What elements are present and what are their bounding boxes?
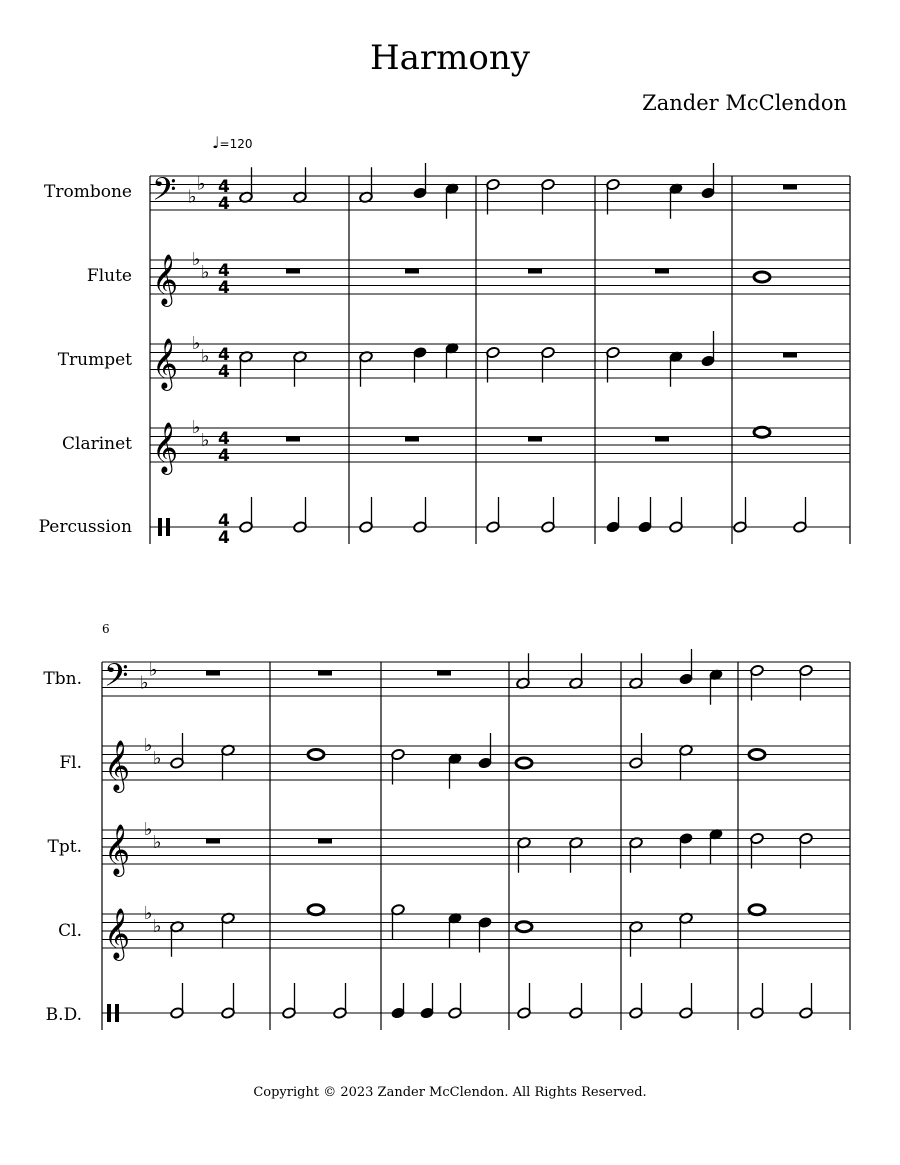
instrument-name-clarinet: Clarinet <box>62 434 132 454</box>
time-signature-bottom: 4 <box>218 446 230 466</box>
flat-icon: ♭ <box>201 345 210 367</box>
flat-icon: ♭ <box>149 659 158 681</box>
whole-note <box>516 758 532 768</box>
percussion-clef-icon <box>115 1004 119 1022</box>
treble-clef-icon: 𝄞 <box>152 254 179 305</box>
whole-rest <box>528 437 542 442</box>
instrument-abbr-trumpet: Tpt. <box>47 837 82 857</box>
quarter-note-icon: ♩ <box>212 133 220 152</box>
copyright-notice: Copyright © 2023 Zander McClendon. All Rights Reserved. <box>253 1085 647 1100</box>
flat-icon: ♭ <box>197 173 206 195</box>
flat-icon: ♭ <box>201 261 210 283</box>
instrument-abbr-bass-drum: B.D. <box>45 1005 82 1025</box>
time-signature-bottom: 4 <box>218 362 230 382</box>
time-signature-bottom: 4 <box>218 528 230 548</box>
flat-icon: ♭ <box>192 249 201 270</box>
flat-icon: ♭ <box>188 186 197 208</box>
whole-rest <box>206 671 220 676</box>
composer-name: Zander McClendon <box>642 91 847 115</box>
instrument-abbr-trombone: Tbn. <box>43 669 82 689</box>
treble-clef-icon: 𝄞 <box>104 908 131 959</box>
percussion-clef-icon <box>158 518 162 536</box>
time-signature-top: 4 <box>218 345 230 365</box>
flat-icon: ♭ <box>144 903 153 924</box>
whole-note <box>516 922 532 932</box>
measure-number: 6 <box>102 622 110 636</box>
flat-icon: ♭ <box>201 429 210 451</box>
instrument-name-trumpet: Trumpet <box>57 350 132 370</box>
treble-clef-icon: 𝄞 <box>104 824 131 875</box>
system-2 <box>102 649 850 1030</box>
whole-note <box>754 427 770 437</box>
instrument-abbr-clarinet: Cl. <box>58 921 82 941</box>
time-signature-bottom: 4 <box>218 194 230 214</box>
percussion-clef-icon <box>166 518 170 536</box>
whole-rest <box>286 437 300 442</box>
flat-icon: ♭ <box>192 333 201 354</box>
time-signature-bottom: 4 <box>218 278 230 298</box>
flat-icon: ♭ <box>140 672 149 694</box>
instrument-name-flute: Flute <box>86 266 132 286</box>
whole-rest <box>783 353 797 358</box>
treble-clef-icon: 𝄞 <box>152 338 179 389</box>
whole-note <box>749 905 765 915</box>
percussion-clef-icon <box>107 1004 111 1022</box>
bass-clef-icon: 𝄢 <box>104 657 129 701</box>
time-signature-top: 4 <box>218 261 230 281</box>
flat-icon: ♭ <box>144 735 153 756</box>
time-signature-top: 4 <box>218 429 230 449</box>
flat-icon: ♭ <box>153 831 162 853</box>
whole-note <box>749 750 765 760</box>
flat-icon: ♭ <box>192 417 201 438</box>
whole-rest <box>655 437 669 442</box>
whole-rest <box>405 269 419 274</box>
treble-clef-icon: 𝄞 <box>104 740 131 791</box>
whole-rest <box>318 671 332 676</box>
whole-rest <box>437 671 451 676</box>
instrument-name-percussion: Percussion <box>38 517 132 537</box>
instrument-name-trombone: Trombone <box>44 182 132 202</box>
flat-icon: ♭ <box>153 915 162 937</box>
whole-rest <box>655 269 669 274</box>
instrument-abbr-flute: Fl. <box>59 753 82 773</box>
whole-note <box>308 750 324 760</box>
flat-icon: ♭ <box>153 747 162 769</box>
time-signature-top: 4 <box>218 177 230 197</box>
treble-clef-icon: 𝄞 <box>152 422 179 473</box>
bass-clef-icon: 𝄢 <box>152 171 177 215</box>
whole-rest <box>783 185 797 190</box>
flat-icon: ♭ <box>144 819 153 840</box>
tempo-value: =120 <box>219 137 253 151</box>
whole-note <box>754 272 770 282</box>
time-signature-top: 4 <box>218 511 230 531</box>
whole-rest <box>528 269 542 274</box>
whole-note <box>308 905 324 915</box>
whole-rest <box>405 437 419 442</box>
whole-rest <box>206 839 220 844</box>
whole-rest <box>286 269 300 274</box>
score-title: Harmony <box>370 38 530 78</box>
whole-rest <box>318 839 332 844</box>
system-1 <box>150 163 850 548</box>
